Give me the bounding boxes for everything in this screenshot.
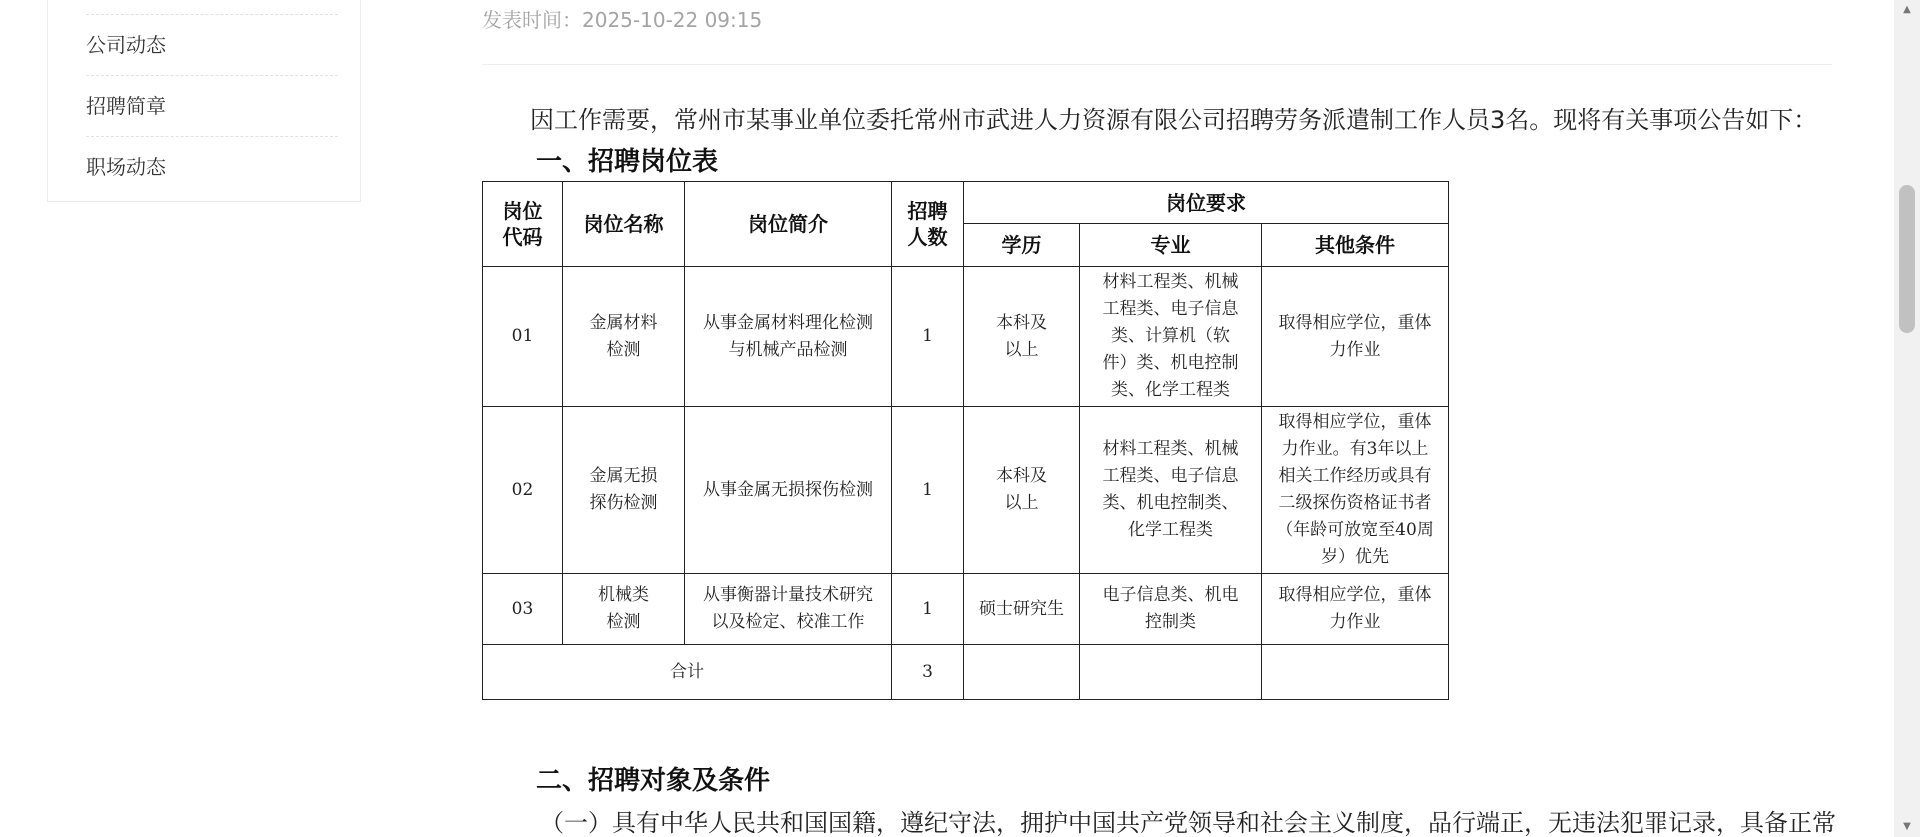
cell-empty (1262, 645, 1449, 700)
cell-total-label: 合计 (483, 645, 892, 700)
sidebar (47, 0, 361, 202)
cell-total-count: 3 (892, 645, 964, 700)
cell-code: 02 (483, 407, 563, 574)
table-row (483, 574, 1449, 645)
publish-time: 发表时间：2025-10-22 09:15 (482, 8, 763, 32)
positions-table (482, 181, 1449, 700)
cell-education: 硕士研究生 (964, 574, 1080, 645)
cell-education: 本科及 以上 (964, 407, 1080, 574)
cell-count: 1 (892, 574, 964, 645)
cell-intro: 从事衡器计量技术研究 以及检定、校准工作 (685, 574, 892, 645)
scroll-up-icon[interactable]: ▲ (1903, 4, 1911, 15)
header-code: 岗位 代码 (483, 182, 563, 267)
cell-count: 1 (892, 407, 964, 574)
cell-code: 03 (483, 574, 563, 645)
divider (482, 64, 1832, 65)
header-other: 其他条件 (1262, 224, 1449, 267)
header-major: 专业 (1080, 224, 1262, 267)
header-count: 招聘 人数 (892, 182, 964, 267)
cell-name: 金属无损 探伤检测 (563, 407, 685, 574)
header-education: 学历 (964, 224, 1080, 267)
section-title-conditions: 二、招聘对象及条件 (536, 766, 771, 796)
table-total-row (483, 645, 1449, 700)
cell-other: 取得相应学位，重体 力作业。有3年以上 相关工作经历或具有 二级探伤资格证书者 （年龄可放宽至40周 岁）优先 (1262, 407, 1449, 574)
sidebar-item-career-news[interactable]: 职场动态 (86, 136, 338, 197)
sidebar-item-company-news[interactable]: 公司动态 (86, 14, 338, 75)
cell-empty (964, 645, 1080, 700)
cell-count: 1 (892, 267, 964, 407)
cell-intro: 从事金属无损探伤检测 (685, 407, 892, 574)
cell-name: 机械类 检测 (563, 574, 685, 645)
cell-intro: 从事金属材料理化检测 与机械产品检测 (685, 267, 892, 407)
cell-other: 取得相应学位，重体 力作业 (1262, 267, 1449, 407)
header-intro: 岗位简介 (685, 182, 892, 267)
cell-other: 取得相应学位，重体 力作业 (1262, 574, 1449, 645)
sidebar-item-recruitment[interactable]: 招聘简章 (86, 75, 338, 136)
cell-name: 金属材料 检测 (563, 267, 685, 407)
cell-empty (1080, 645, 1262, 700)
scrollbar[interactable] (1894, 0, 1920, 837)
cell-education: 本科及 以上 (964, 267, 1080, 407)
header-requirements: 岗位要求 (964, 182, 1449, 224)
table-row (483, 267, 1449, 407)
cell-major: 材料工程类、机械 工程类、电子信息 类、机电控制类、 化学工程类 (1080, 407, 1262, 574)
header-name: 岗位名称 (563, 182, 685, 267)
scrollbar-thumb[interactable] (1899, 185, 1915, 333)
cell-code: 01 (483, 267, 563, 407)
cell-major: 材料工程类、机械 工程类、电子信息 类、计算机（软 件）类、机电控制 类、化学工程类 (1080, 267, 1262, 407)
section-title-positions: 一、招聘岗位表 (536, 147, 719, 177)
cell-major: 电子信息类、机电 控制类 (1080, 574, 1262, 645)
table-row (483, 407, 1449, 574)
scroll-down-icon[interactable]: ▼ (1903, 821, 1911, 832)
table-header-row (483, 182, 1449, 224)
condition-paragraph: （一）具有中华人民共和国国籍，遵纪守法，拥护中国共产党领导和社会主义制度，品行端正，无违法犯罪记录，具备正常 (540, 809, 1836, 837)
intro-paragraph: 因工作需要，常州市某事业单位委托常州市武进人力资源有限公司招聘劳务派遣制工作人员3名。现将有关事项公告如下： (530, 106, 1818, 134)
